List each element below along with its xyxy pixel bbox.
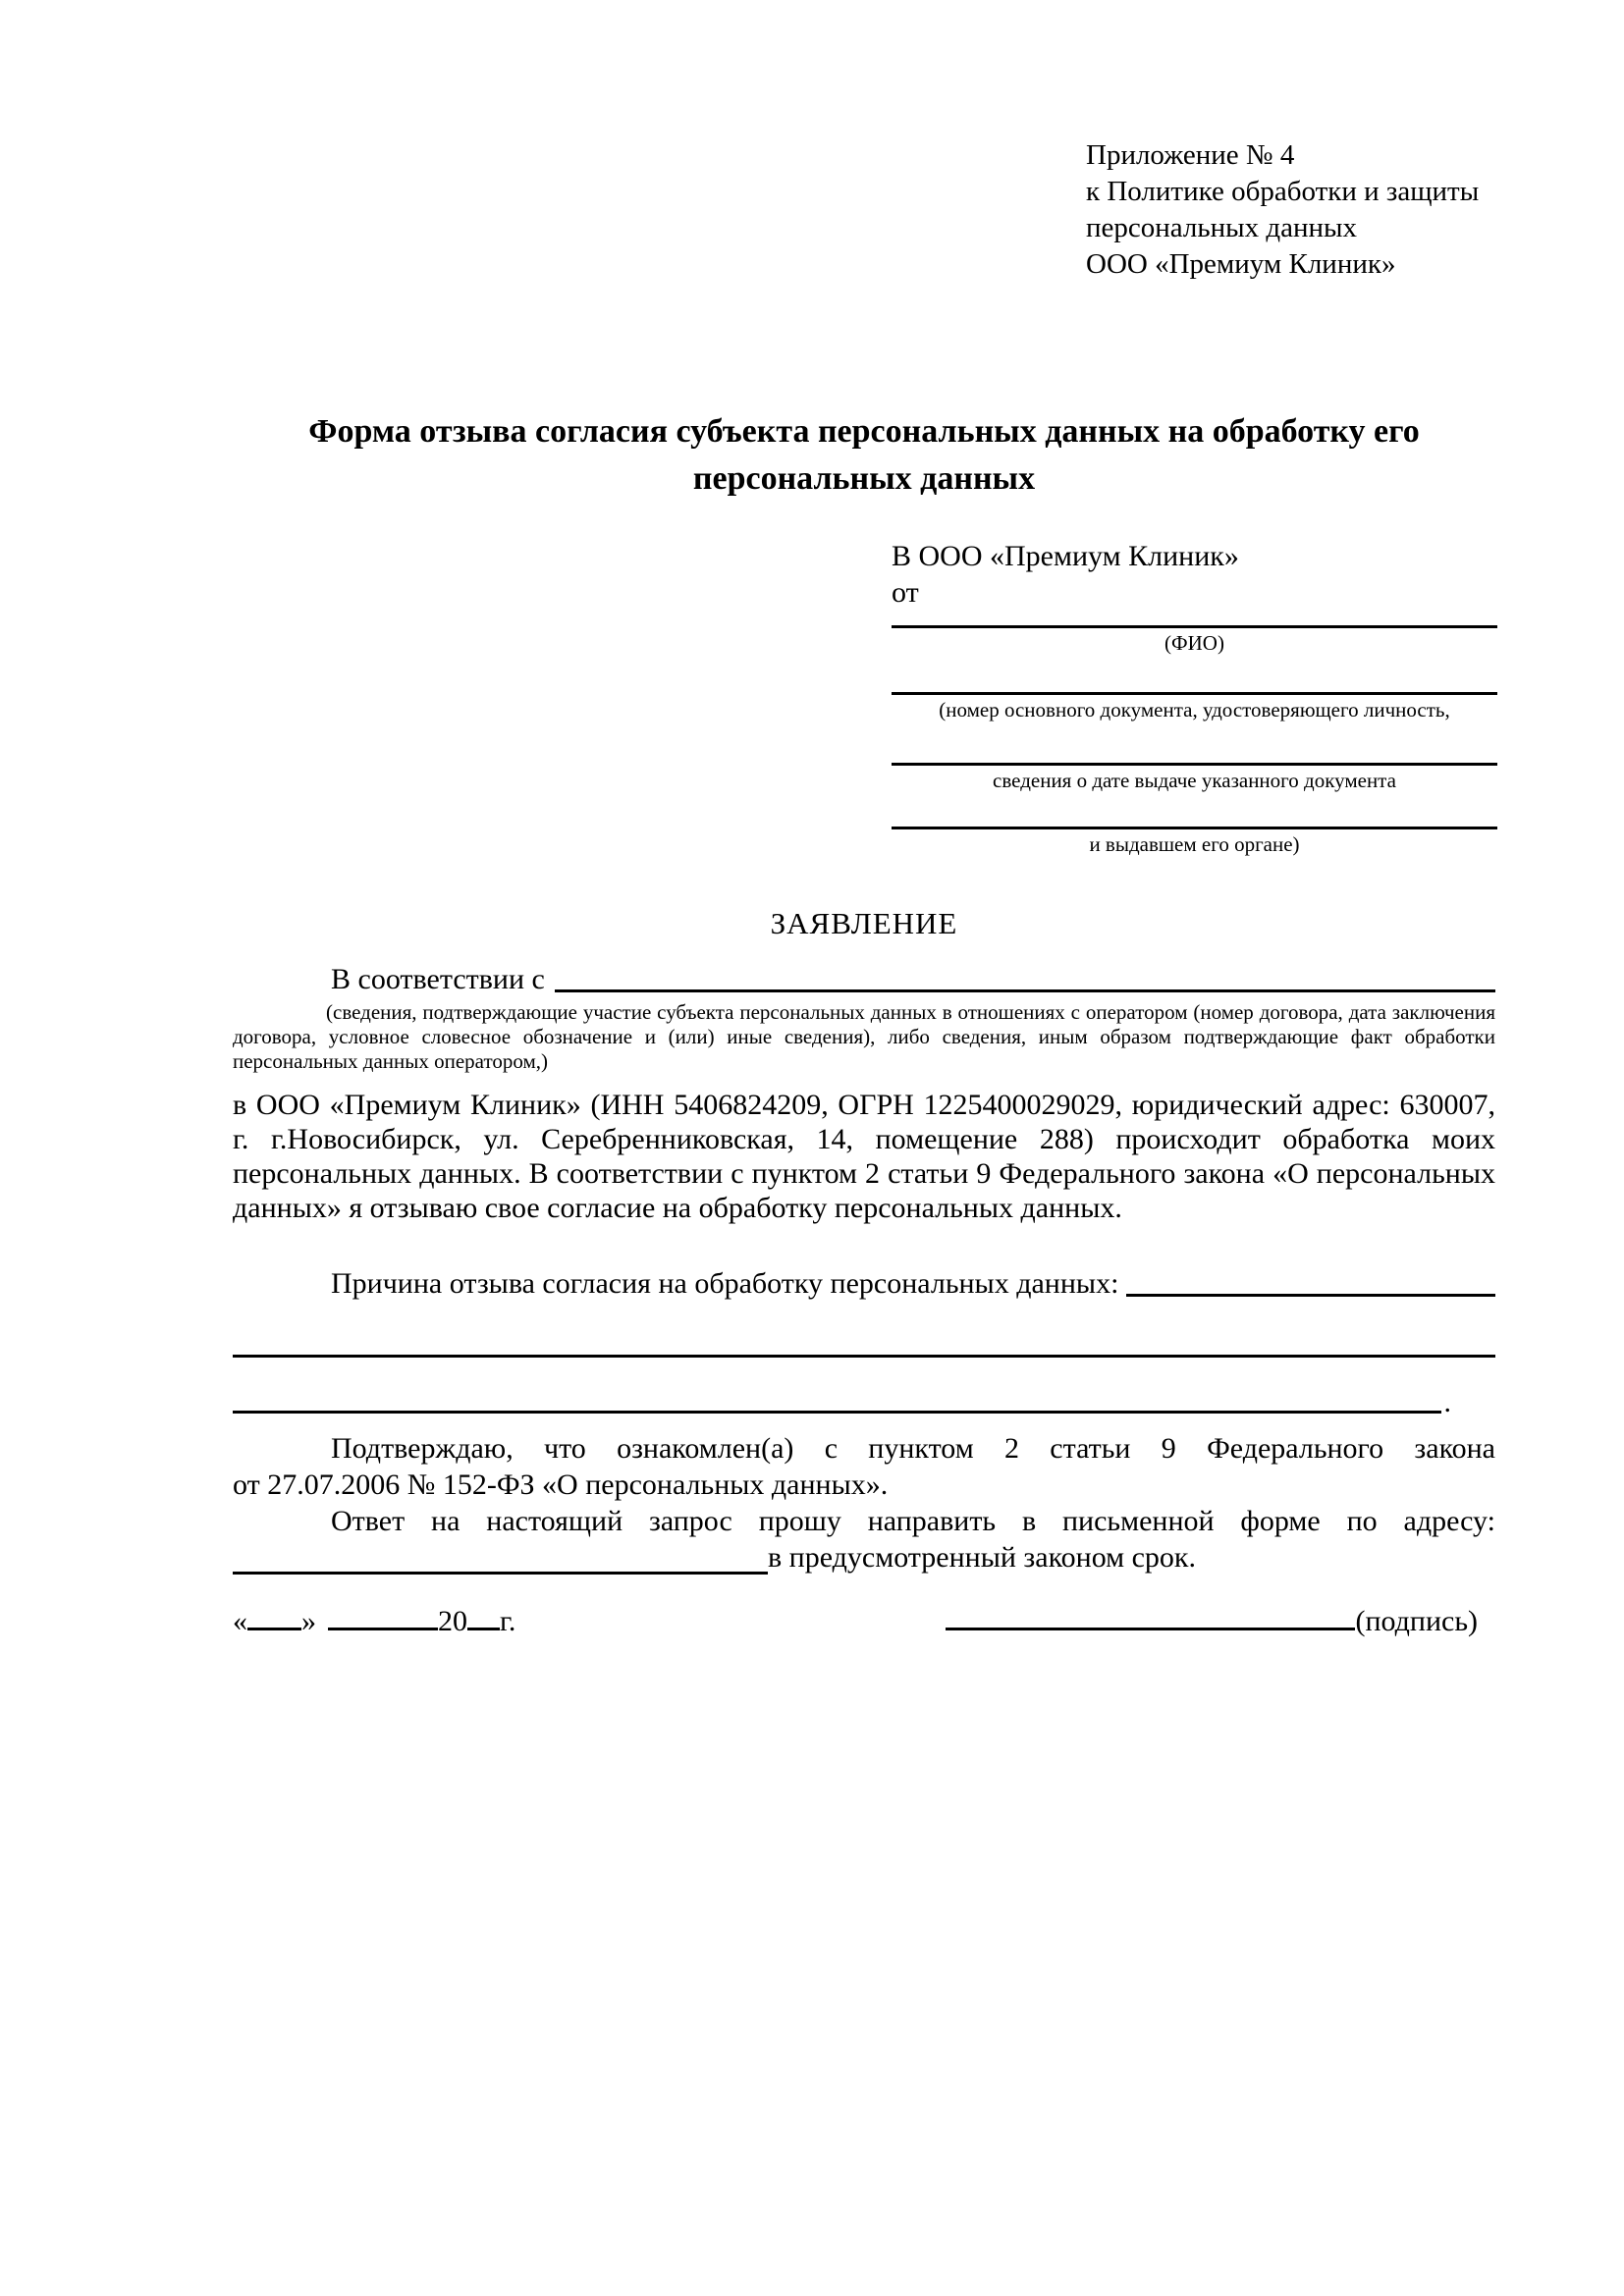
id-document-blank-line — [892, 656, 1497, 695]
addressee-block — [892, 539, 1497, 857]
date-field — [233, 1604, 515, 1638]
reason-row — [233, 1266, 1495, 1301]
reason-blank-line-2 — [233, 1301, 1495, 1358]
issue-date-field — [892, 722, 1497, 793]
confirmation-line-2: от 27.07.2006 № 152-ФЗ «О персональных данных». — [233, 1468, 889, 1501]
statement-heading: ЗАЯВЛЕНИЕ — [770, 906, 958, 940]
confirmation-line-1: Подтверждаю, что ознакомлен(а) с пунктом 2 статьи 9 Федерального закона — [331, 1432, 1495, 1465]
reason-blank-line-3 — [233, 1358, 1495, 1418]
statement-body: в ООО «Премиум Клиник» (ИНН 5406824209, ОГРН 1225400029029, юридический адрес: 630007, г. г.Новосибирск, ул. Серебренниковская, 14, помещение 288) происходит обработка моих персональных данных. В соответствии с пунктом 2 статьи 9 Федерального закона «О персональных данных» я отзываю свое согласие на обработку персональных данных. — [233, 1089, 1495, 1224]
issue-date-blank-line — [892, 722, 1497, 766]
id-document-caption: (номер основного документа, удостоверяющего личность, — [939, 698, 1450, 721]
issue-date-caption: сведения о дате выдаче указанного документа — [993, 769, 1396, 792]
reason-blank-line-3-rule — [233, 1411, 1441, 1414]
reply-suffix: в предусмотренный законом срок. — [768, 1541, 1196, 1574]
signature-blank-line — [946, 1604, 1355, 1630]
reply-request-line: Ответ на настоящий запрос прошу направить в письменной форме по адресу: — [331, 1505, 1495, 1537]
signature-caption: (подпись) — [1355, 1605, 1478, 1637]
fine-print: (сведения, подтверждающие участие субъекта персональных данных в отношениях с оператором (номер договора, дата заключения договора, условное словесное обозначение и (или) иные сведения), либо сведения, иным образом подтверждающие факт обработки персональных данных оператором,) — [233, 1000, 1495, 1073]
fio-caption: (ФИО) — [1164, 631, 1224, 655]
appendix-line: Приложение № 4 — [1086, 139, 1295, 171]
appendix-line: персональных данных — [1086, 212, 1358, 243]
day-blank-line — [247, 1604, 301, 1630]
quote-close: » — [301, 1605, 316, 1637]
reply-address-row — [233, 1540, 1495, 1575]
signature-field — [946, 1604, 1478, 1638]
issuing-authority-caption: и выдавшем его органе) — [1089, 832, 1300, 856]
reason-blank-line-1 — [1126, 1294, 1495, 1297]
line-terminator: . — [1443, 1386, 1451, 1418]
document-content — [233, 0, 1495, 1638]
intro-prefix: В соответствии с — [331, 963, 545, 995]
document-title: Форма отзыва согласия субъекта персональных данных на обработку его персональных данных — [308, 413, 1420, 497]
year-suffix: г. — [500, 1605, 516, 1637]
intro-blank-line — [555, 989, 1495, 992]
year-blank-line — [467, 1604, 500, 1630]
quote-open: « — [233, 1605, 247, 1637]
fio-blank-line — [892, 610, 1497, 628]
addressee-to: В ООО «Премиум Клиник» — [892, 540, 1239, 572]
addressee-from-label: от — [892, 576, 919, 609]
issuing-authority-blank-line — [892, 793, 1497, 829]
month-blank-line — [328, 1604, 438, 1630]
issuing-authority-field — [892, 793, 1497, 857]
reason-label: Причина отзыва согласия на обработку персональных данных: — [331, 1267, 1119, 1300]
intro-row — [233, 962, 1495, 996]
id-document-field — [892, 656, 1497, 722]
signoff-row — [233, 1604, 1495, 1638]
century-label: 20 — [438, 1605, 467, 1637]
reply-address-blank-line — [233, 1542, 768, 1575]
appendix-block — [1086, 0, 1495, 283]
appendix-line: к Политике обработки и защиты — [1086, 176, 1480, 207]
fio-field — [892, 610, 1497, 656]
appendix-line: ООО «Премиум Клиник» — [1086, 248, 1396, 280]
